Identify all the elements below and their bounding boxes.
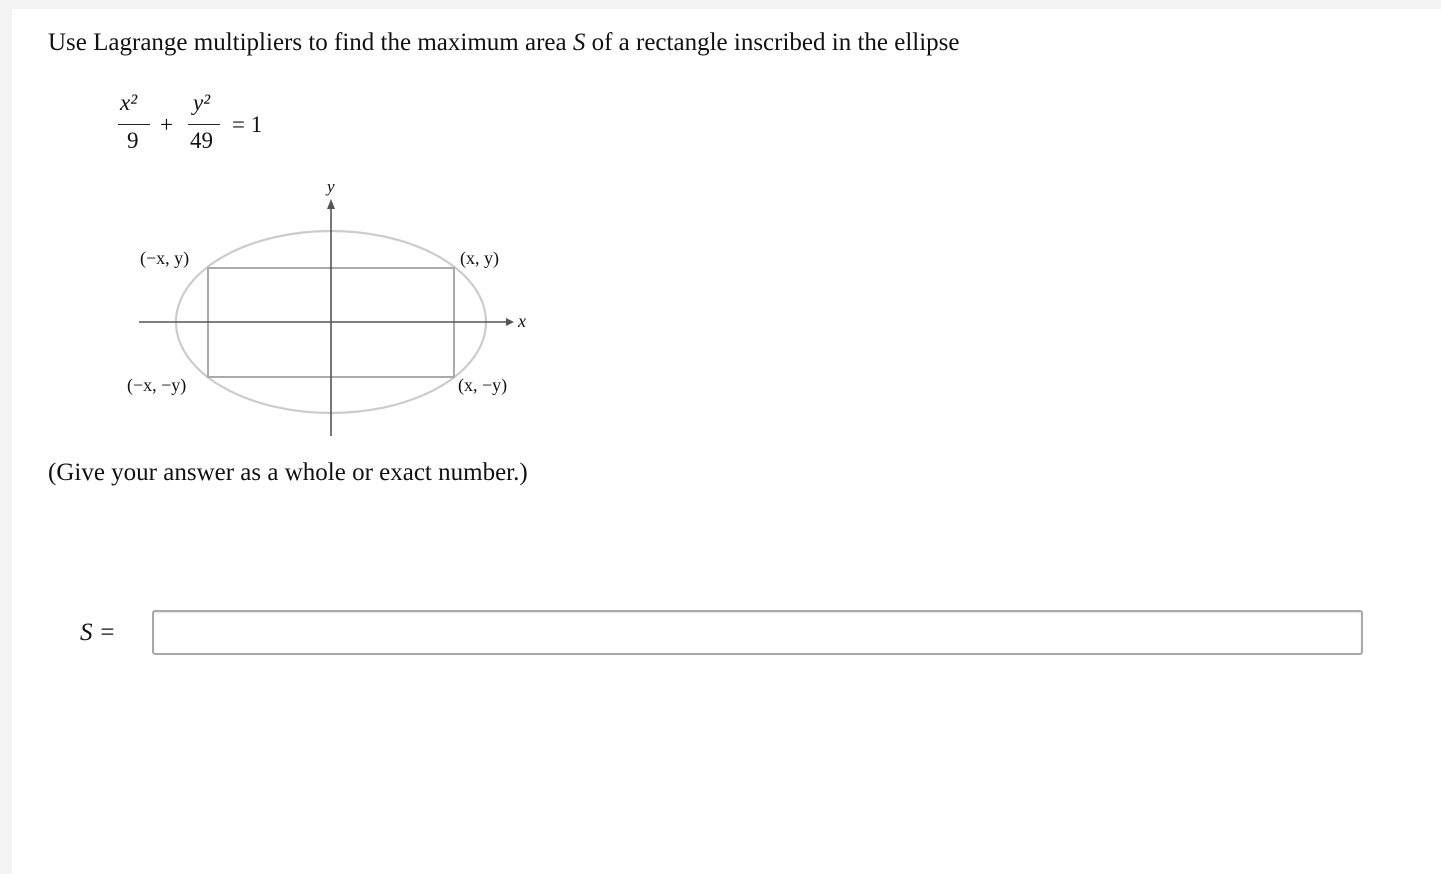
x-axis-label: x <box>518 311 526 331</box>
term1-denominator: 9 <box>127 128 139 153</box>
y-axis-label: y <box>327 177 335 196</box>
term1-fraction-bar <box>118 124 150 125</box>
plus-sign: + <box>160 112 173 137</box>
question-panel <box>12 9 1441 874</box>
x-axis-arrow <box>506 318 514 326</box>
ellipse-equation <box>112 87 292 159</box>
answer-instruction: (Give your answer as a whole or exact number.) <box>48 459 528 486</box>
answer-input[interactable] <box>152 610 1363 655</box>
question-prompt <box>48 27 960 59</box>
equals-one: = 1 <box>232 112 263 137</box>
bottom-left-point-label: (−x, −y) <box>127 375 187 395</box>
prompt-variable: S <box>572 29 586 56</box>
term2-denominator: 49 <box>190 128 213 153</box>
top-right-point-label: (x, y) <box>460 248 499 268</box>
prompt-text-before: Use Lagrange multipliers to find the maximum area <box>48 29 573 56</box>
prompt-text-after: of a rectangle inscribed in the ellipse <box>585 29 960 56</box>
y-axis-arrow <box>327 199 335 209</box>
answer-label: S = <box>80 619 116 646</box>
bottom-right-point-label: (x, −y) <box>458 375 508 395</box>
ellipse-figure <box>122 177 552 441</box>
term2-numerator: y² <box>193 90 211 115</box>
top-left-point-label: (−x, y) <box>140 248 190 268</box>
term2-fraction-bar <box>188 124 220 125</box>
term1-numerator: x² <box>120 90 138 115</box>
ellipse-diagram <box>122 177 552 441</box>
